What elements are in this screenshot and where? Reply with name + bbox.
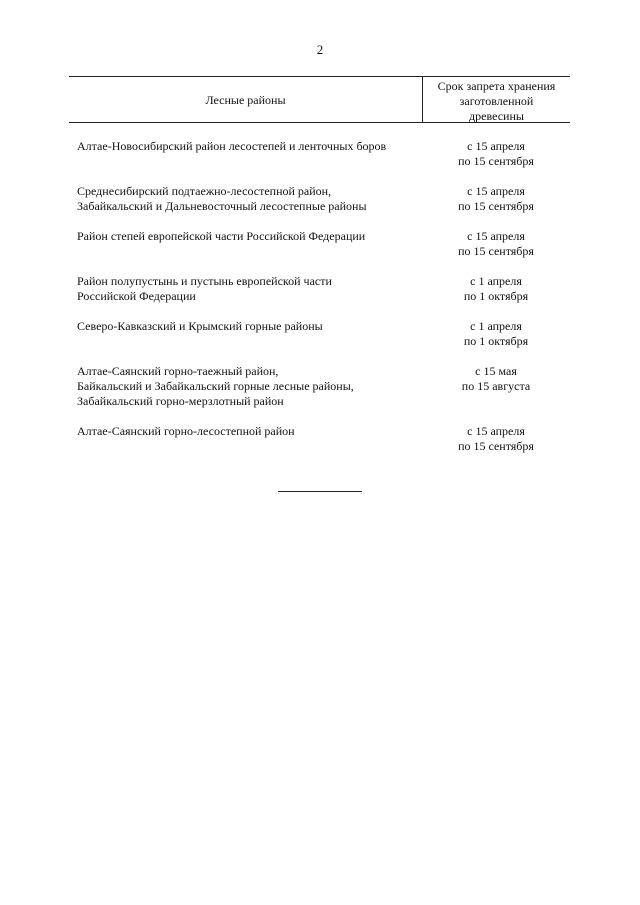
region-line: Алтае-Саянский горно-таежный район, [77,364,279,378]
storage-ban-table [69,76,570,469]
period-cell [422,229,570,259]
region-cell [69,229,422,259]
table-body [69,123,570,454]
period-cell [422,424,570,454]
period-line: по 1 октября [463,289,529,303]
region-cell [69,139,422,169]
period-cell [422,139,570,169]
region-cell [69,364,422,409]
region-cell [69,184,422,214]
header-period-line: древесины [469,109,524,123]
period-line: по 15 сентября [458,199,534,213]
period-line: с 15 апреля [467,139,525,153]
region-cell [69,274,422,304]
period-cell [422,364,570,409]
region-line: Забайкальский и Дальневосточный лесостепные районы [77,199,367,213]
period-line: по 15 сентября [458,154,534,168]
region-cell [69,424,422,454]
region-line: Алтае-Саянский горно-лесостепной район [77,424,295,438]
region-cell [69,319,422,349]
table-row [69,364,570,409]
region-line: Забайкальский горно-мерзлотный район [77,394,284,408]
header-period-line: Срок запрета хранения [437,79,556,93]
region-line: Район степей европейской части Российской Федерации [77,229,366,243]
period-line: по 15 сентября [458,439,534,453]
table-row [69,139,570,169]
region-line: Алтае-Новосибирский район лесостепей и ленточных боров [77,139,387,153]
table-row [69,274,570,304]
period-line: с 1 апреля [470,319,522,333]
period-line: по 1 октября [463,334,529,348]
period-line: с 15 мая [475,364,517,378]
header-region [69,77,422,122]
region-line: Район полупустынь и пустынь европейской части [77,274,332,288]
period-cell [422,274,570,304]
region-line: Байкальский и Забайкальский горные лесные районы, [77,379,354,393]
period-line: с 15 апреля [467,424,525,438]
region-line: Северо-Кавказский и Крымский горные районы [77,319,323,333]
header-period [422,77,570,122]
closing-rule [278,491,362,492]
table-row [69,424,570,454]
period-line: по 15 сентября [458,244,534,258]
period-cell [422,184,570,214]
table-header [69,76,570,123]
page-number: 2 [316,42,324,57]
period-line: с 15 апреля [467,184,525,198]
period-line: с 1 апреля [470,274,522,288]
header-region-label: Лесные районы [205,93,286,107]
table-row [69,319,570,349]
period-line: по 15 августа [461,379,531,393]
table-row [69,184,570,214]
table-row [69,229,570,259]
period-line: с 15 апреля [467,229,525,243]
period-cell [422,319,570,349]
region-line: Российской Федерации [77,289,196,303]
region-line: Среднесибирский подтаежно-лесостепной район, [77,184,332,198]
header-period-line: заготовленной [459,94,534,108]
